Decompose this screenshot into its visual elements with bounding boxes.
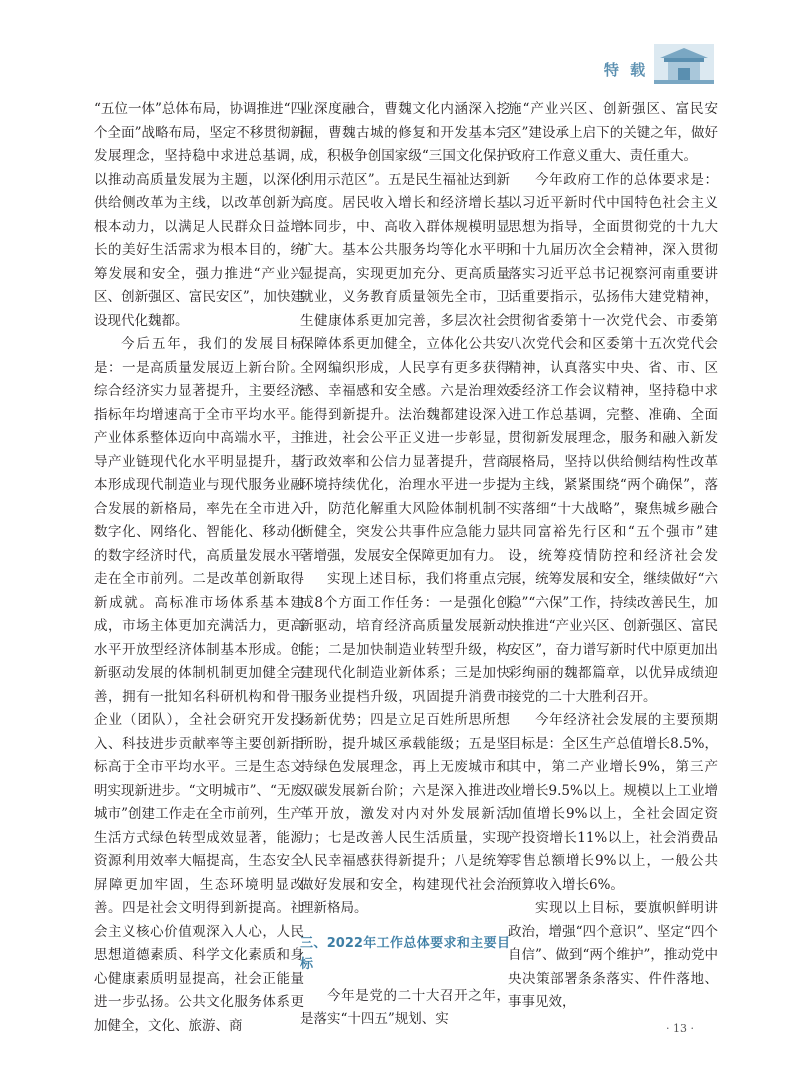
section-heading: 三、2022年工作总体要求和主要目标 (300, 935, 510, 972)
body-paragraph: 今年是党的二十大召开之年，是落实“十四五”规划、实 (300, 987, 510, 1027)
text-column-2 (300, 98, 510, 1032)
body-paragraph: 实现上述目标，我们将重点完成8个方面工作任务：一是强化创新驱动，培育经济高质量发展新动能；二是加快制造业转型升级，构建现代化制造业新体系；三是加快服务业提档升级，巩固提升消费市场新优势；四是立足百姓所思所想所盼，提升城区承载能级；五是坚持绿色发展理念，再上无废城市和双碳发展新台阶；六是深入推进改革开放，激发对内对外发展新活力；七是改善人民生活质量，实现人民幸福感获得新提升；八是统筹做好发展和安全，构建现代社会治理新格局。 (300, 571, 510, 916)
body-paragraph: “五位一体”总体布局，协调推进“四个全面”战略布局，坚定不移贯彻新发展理念，坚持稳中求进总基调，以推动高质量发展为主题，以深化供给侧改革为主线，以改革创新为根本动力，以满足人民群众日益增长的美好生活需求为根本目的，统筹发展和安全，强力推进“产业兴区、创新强区、富民安区”，加快建设现代化魏都。 (94, 101, 304, 329)
page-number: · 13 · (666, 1022, 694, 1035)
city-gate-icon (654, 44, 714, 84)
section-tag: 特 载 (603, 60, 649, 79)
body-paragraph: 实现以上目标，要旗帜鲜明讲政治，增强“四个意识”、坚定“四个自信”、做到“两个维护”，推动党中央决策部署条条落实、件件落地、事事见效， (508, 900, 718, 1010)
body-paragraph: 今年经济社会发展的主要预期目标是：全区生产总值增长8.5%，其中，第二产业增长9%，第三产业增长9.5%以上。规模以上工业增加值增长9%以上，全社会固定资产投资增长11%以上，社会消费品零售总额增长9%以上，一般公共预算收入增长6%。 (508, 712, 718, 893)
text-column-3 (508, 98, 718, 1015)
text-column-1 (94, 98, 304, 1038)
body-paragraph: 业深度融合，曹魏文化内涵深入挖掘，曹魏古城的修复和开发基本完成，积极争创国家级“三国文化保护利用示范区”。五是民生福祉达到新高度。居民收入增长和经济增长基本同步，中、高收入群体规模明显扩大。基本公共服务均等化水平明显提高，实现更加充分、更高质量就业，义务教育质量领先全市，卫生健康体系更加完善，多层次社会保障体系更加健全，立体化公共安全网编织形成，人民享有更多获得感、幸福感和安全感。六是治理效能得到新提升。法治魏都建设深入推进，社会公平正义进一步彰显，行政效率和公信力显著提升，营商环境持续优化，治理水平进一步提升，防范化解重大风险体制机制不断健全，突发公共事件应急能力显著增强，发展安全保障更加有力。 (300, 101, 510, 564)
body-paragraph: 今年政府工作的总体要求是：以习近平新时代中国特色社会主义思想为指导，全面贯彻党的十九大和十九届历次全会精神，深入贯彻落实习近平总书记视察河南重要讲话重要指示，弘扬伟大建党精神，贯彻省委第十一次党代会、市委第八次党代会和区委第十五次党代会精神，认真落实中央、省、市、区委经济工作会议精神，坚持稳中求进工作总基调，完整、准确、全面贯彻新发展理念，服务和融入新发展格局，坚持以供给侧结构性改革为主线，紧紧围绕“两个确保”，落实落细“十大战略”，聚焦城乡融合共同富裕先行区和“五个强市”建设，统筹疫情防控和经济社会发展，统筹发展和安全，继续做好“六稳”“六保”工作，持续改善民生，加快推进“产业兴区、创新强区、富民安区”，奋力谱写新时代中原更加出彩绚丽的魏都篇章，以优异成绩迎接党的二十大胜利召开。 (508, 171, 718, 705)
body-paragraph: 今后五年，我们的发展目标是：一是高质量发展迈上新台阶。综合经济实力显著提升，主要经济指标年均增速高于全市平均水平。产业体系整体迈向中高端水平，主导产业链现代化水平明显提升，基本形成现代制造业与现代服务业融合发展的新格局，率先在全市进入数字化、网络化、智能化、移动化的数字经济时代，高质量发展水平走在全市前列。二是改革创新取得新成就。高标准市场体系基本建成，市场主体更加充满活力，更高水平开放型经济体制基本形成。创新驱动发展的体制机制更加健全完善，拥有一批知名科研机构和骨干企业（团队），全社会研究开发投入、科技进步贡献率等主要创新指标高于全市平均水平。三是生态文明实现新进步。“文明城市”、“无废城市”创建工作走在全市前列，生产生活方式绿色转型成效显著，能源资源利用效率大幅提高，生态安全屏障更加牢固，生态环境明显改善。四是社会文明得到新提高。社会主义核心价值观深入人心，人民思想道德素质、科学文化素质和身心健康素质明显提高，社会正能量进一步弘扬。公共文化服务体系更加健全，文化、旅游、商 (94, 336, 304, 1034)
body-paragraph: 施“产业兴区、创新强区、富民安区”建设承上启下的关键之年，做好政府工作意义重大、责任重大。 (508, 101, 718, 164)
